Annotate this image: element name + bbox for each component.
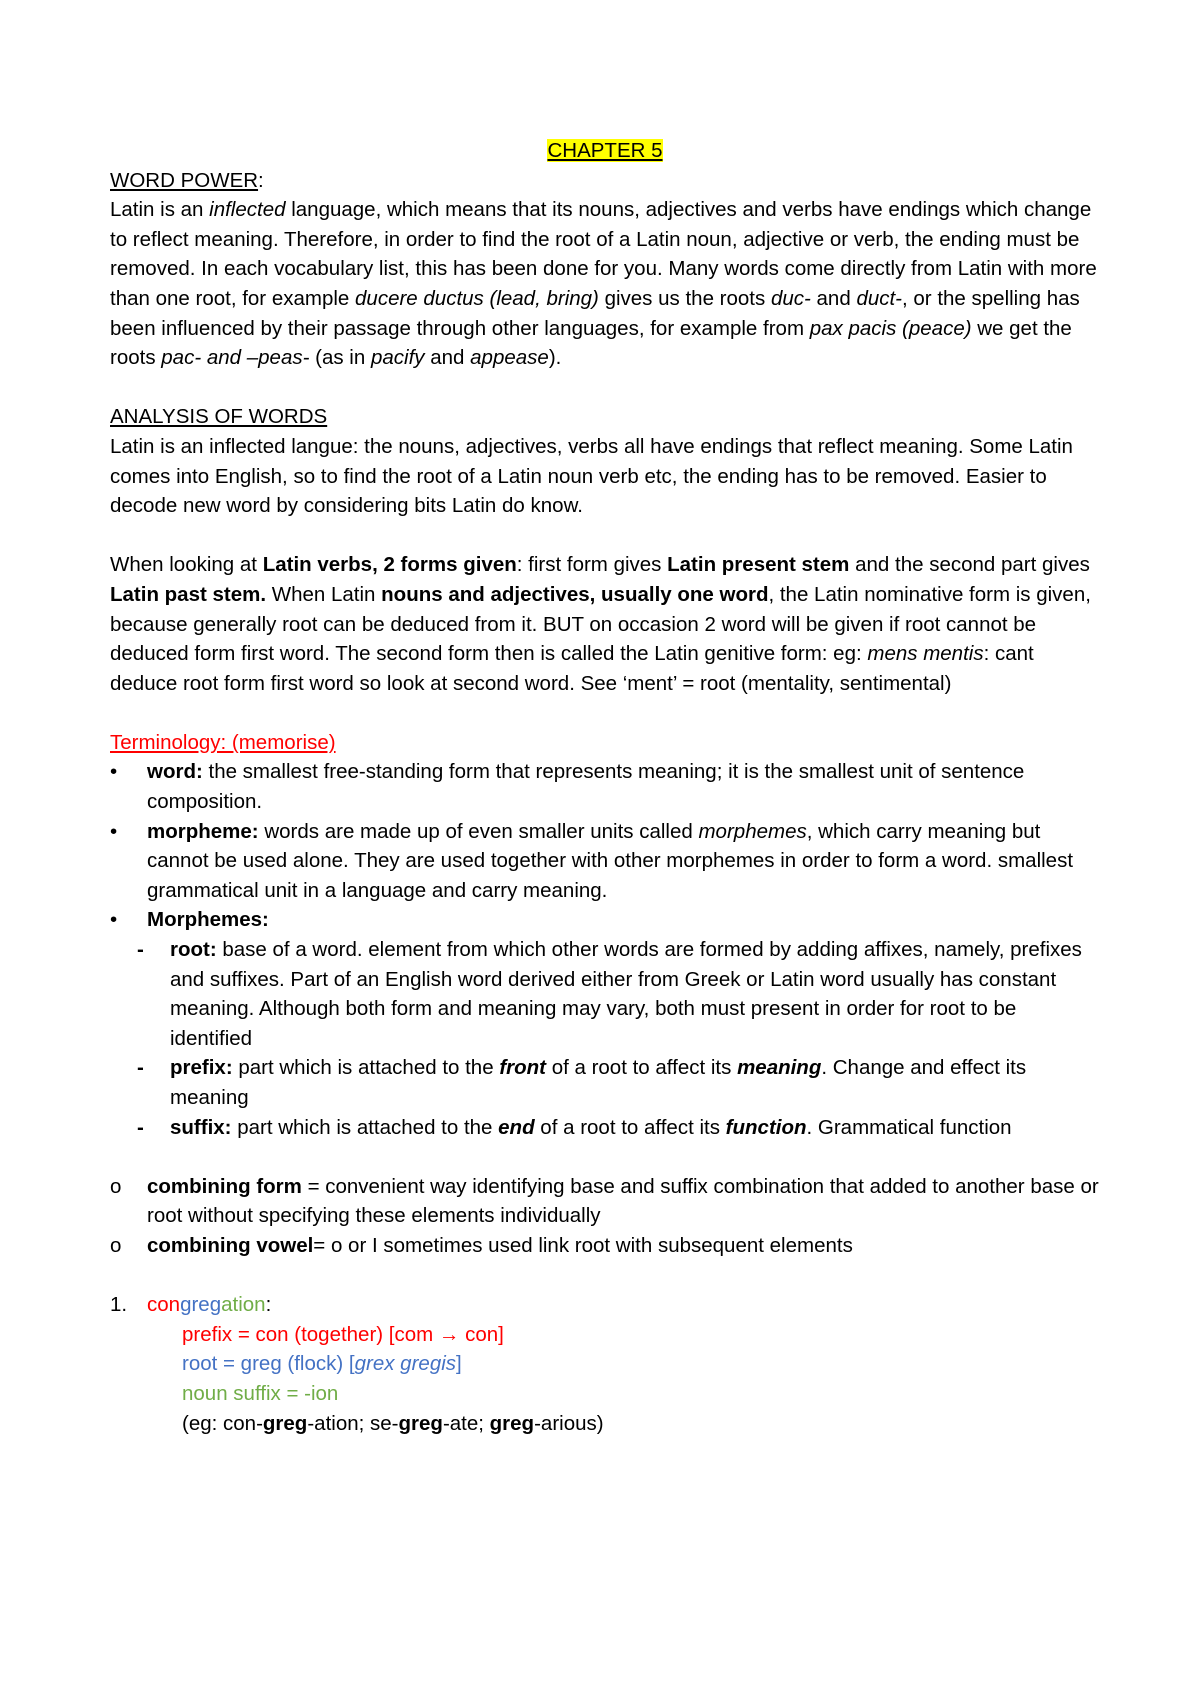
dash-icon: -	[137, 1056, 144, 1080]
example-prefix-line: prefix = con (together) [com → con]	[182, 1322, 504, 1346]
word-power-heading: WORD POWER	[110, 168, 259, 192]
verbs-paragraph: When looking at Latin verbs, 2 forms given: first form gives Latin present stem and the second part gives Latin past stem. When Latin nouns and adjectives, usually one word, the Latin nominative form is given, because generally root can be deduced from it. BUT on occasion 2 word will be given if root cannot be deduced form first word. The second form then is called the Latin genitive form: eg: mens mentis: cant deduce root form first word so look at second word. See ‘ment’ = root (mentality, sentimental)	[110, 553, 1091, 695]
dash-icon: -	[137, 1115, 144, 1139]
terminology-heading: Terminology: (memorise)	[110, 730, 336, 754]
circle-bullet-icon: o	[110, 1174, 122, 1198]
chapter-title	[110, 136, 1100, 166]
bullet-icon: •	[110, 908, 118, 932]
combining-list	[110, 1172, 1100, 1261]
list-item-morpheme: • morpheme: words are made up of even smaller units called morphemes, which carry meaning but cannot be used alone. They are used together with other morphemes in order to form a word. smallest grammatical unit in a language and carry meaning.	[110, 817, 1100, 906]
terminology-list	[110, 757, 1100, 935]
example-list	[110, 1290, 1100, 1320]
example-root-line: root = greg (flock) [grex gregis]	[182, 1352, 462, 1376]
document-page	[110, 136, 1100, 1438]
list-item-root: - root: base of a word. element from which other words are formed by adding affixes, namely, prefixes and suffixes. Part of an English word derived either from Greek or Latin word usually has constant meaning. Although both form and meaning may vary, both must present in order for root to be identified	[110, 935, 1100, 1053]
analysis-heading: ANALYSIS OF WORDS	[110, 405, 328, 429]
example-eg-line: (eg: con-greg-ation; se-greg-ate; greg-arious)	[182, 1411, 604, 1435]
circle-bullet-icon: o	[110, 1233, 122, 1257]
list-item-suffix: - suffix: part which is attached to the end of a root to affect its function. Grammatical function	[110, 1113, 1100, 1143]
morpheme-types-list	[110, 935, 1100, 1142]
arrow-icon: →	[438, 1322, 460, 1346]
list-item-morphemes: • Morphemes:	[110, 905, 1100, 935]
list-item-congregation: 1. congregation:	[110, 1290, 1100, 1320]
list-item-combining-form: o combining form = convenient way identifying base and suffix combination that added to another base or root without specifying these elements individually	[110, 1172, 1100, 1231]
dash-icon: -	[137, 938, 144, 962]
list-item-prefix: - prefix: part which is attached to the front of a root to affect its meaning. Change and effect its meaning	[110, 1053, 1100, 1112]
bullet-icon: •	[110, 819, 118, 843]
word-power-heading-line: WORD POWER:	[110, 168, 264, 192]
analysis-paragraph: Latin is an inflected langue: the nouns, adjectives, verbs all have endings that reflect meaning. Some Latin comes into English, so to find the root of a Latin noun verb etc, the ending has to be removed. Easier to decode new word by considering bits Latin do know.	[110, 434, 1073, 518]
chapter-title-text: CHAPTER 5	[547, 139, 663, 162]
example-suffix-line: noun suffix = -ion	[182, 1381, 339, 1405]
bullet-icon: •	[110, 760, 118, 784]
word-power-paragraph: Latin is an inflected language, which means that its nouns, adjectives and verbs have endings which change to reflect meaning. Therefore, in order to find the root of a Latin noun, adjective or verb, the ending must be removed. In each vocabulary list, this has been done for you. Many words come directly from Latin with more than one root, for example ducere ductus (lead, bring) gives us the roots duc- and duct-, or the spelling has been influenced by their passage through other languages, for example from pax pacis (peace) we get the roots pac- and –peas- (as in pacify and appease).	[110, 198, 1097, 370]
list-item-combining-vowel: o combining vowel= o or I sometimes used link root with subsequent elements	[110, 1231, 1100, 1261]
list-item-word: • word: the smallest free-standing form that represents meaning; it is the smallest unit of sentence composition.	[110, 757, 1100, 816]
list-number: 1.	[110, 1293, 128, 1317]
